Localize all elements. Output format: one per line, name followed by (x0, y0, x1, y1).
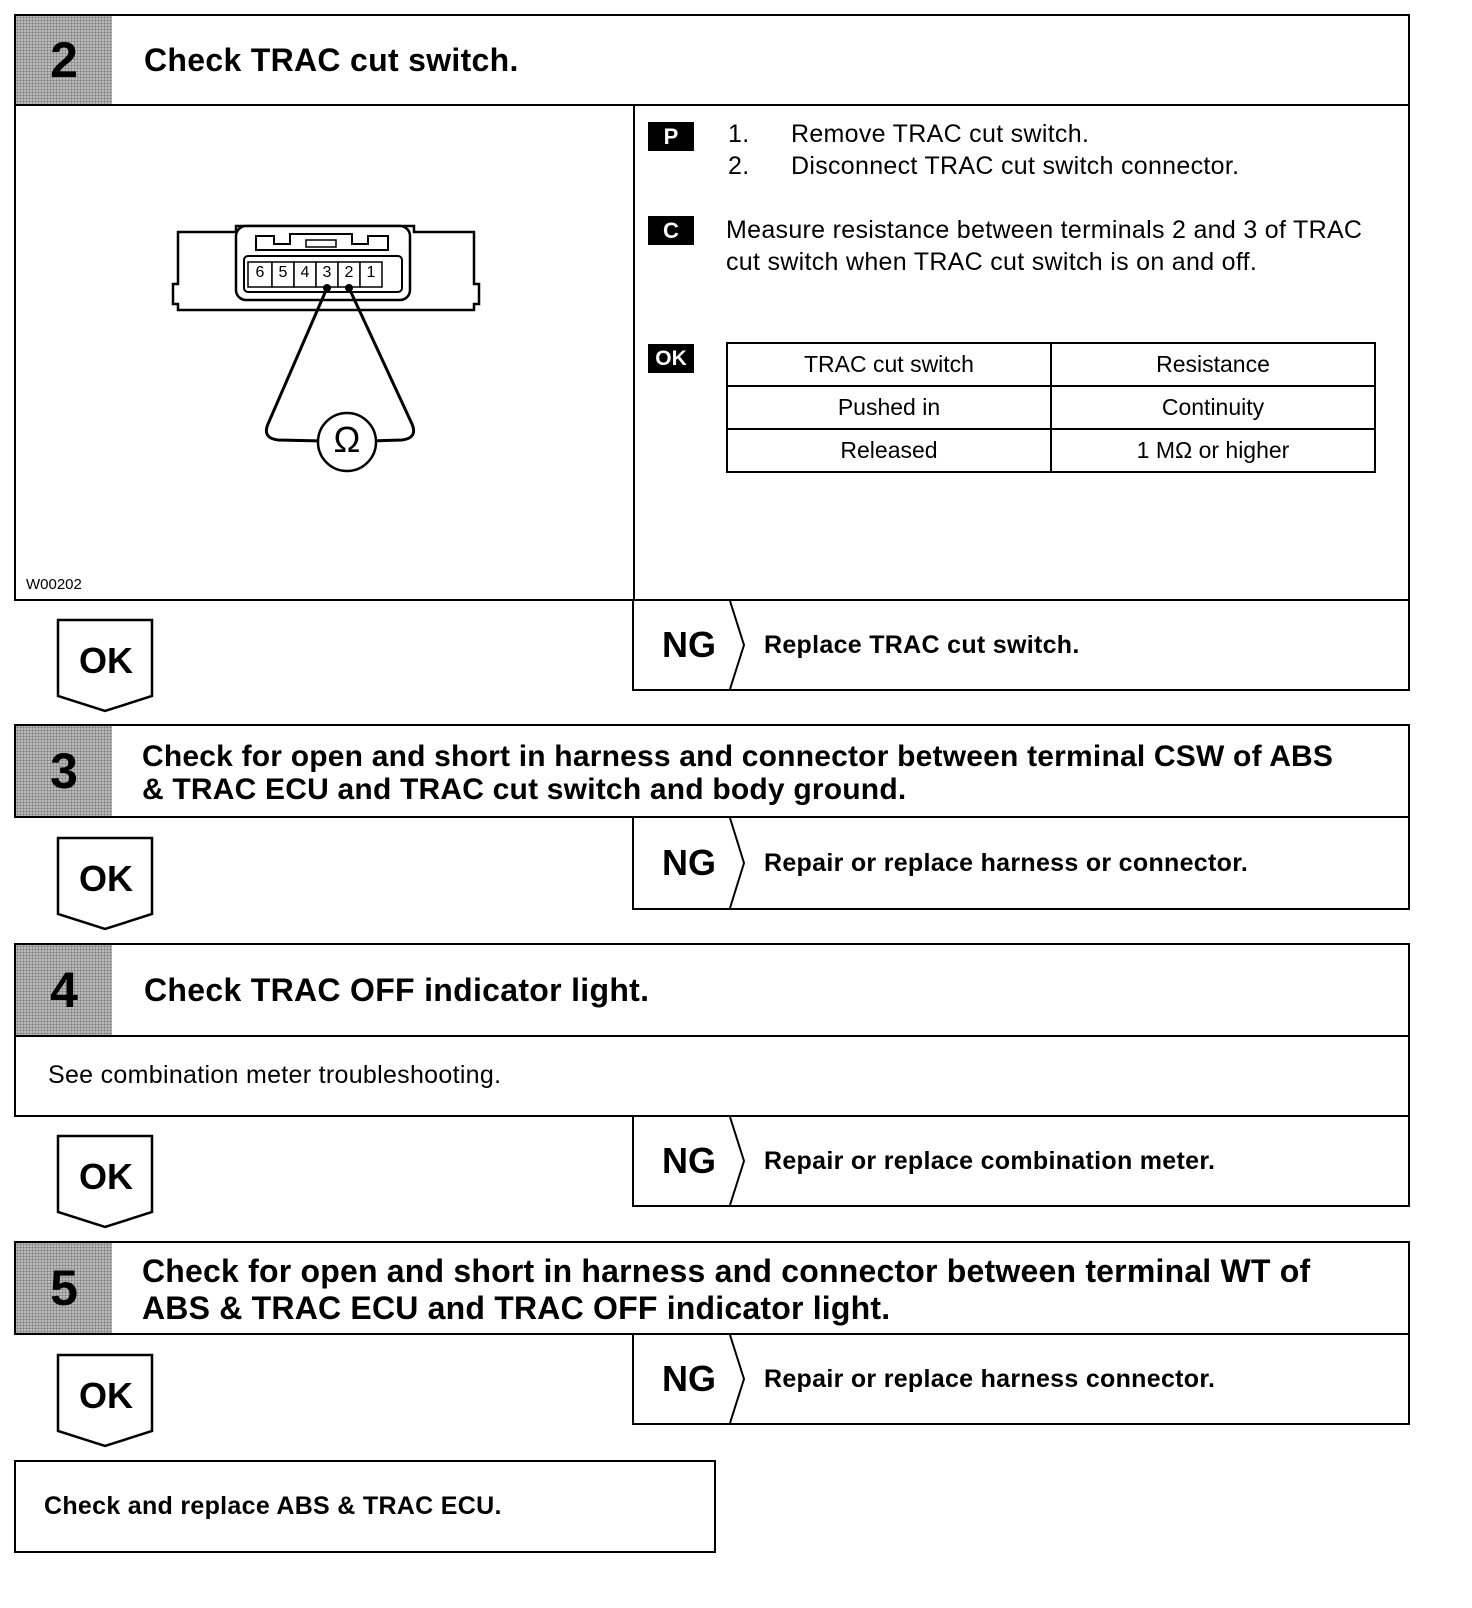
step2-divider (633, 106, 635, 599)
table-header-row (727, 343, 1375, 386)
pin-label: 2 (344, 264, 354, 281)
pin-label: 3 (322, 264, 332, 281)
step3-ng-chevron (728, 818, 748, 908)
step4-header (14, 943, 1410, 1037)
prep-step-num: 1. (728, 120, 750, 148)
step4-body-text: See combination meter troubleshooting. (48, 1061, 502, 1089)
step4-ng-action: Repair or replace combination meter. (764, 1146, 1216, 1175)
step4-ng-chevron (728, 1117, 748, 1205)
step3-ng-action: Repair or replace harness or connector. (764, 848, 1249, 877)
step2-body (14, 104, 1410, 601)
table-row (727, 386, 1375, 429)
step4-number: 4 (16, 945, 112, 1035)
step3-number: 3 (16, 726, 112, 816)
step5-title-line2: ABS & TRAC ECU and TRAC OFF indicator light. (142, 1290, 891, 1326)
pin-labels (248, 262, 408, 287)
prep-badge: P (648, 122, 694, 151)
table-cell: Released (727, 429, 1051, 472)
table-row (727, 429, 1375, 472)
final-action-text: Check and replace ABS & TRAC ECU. (44, 1492, 502, 1520)
step4-ng-box (632, 1115, 1410, 1207)
step5-title-line1: Check for open and short in harness and connector between terminal WT of (142, 1253, 1311, 1289)
step3-title-line1: Check for open and short in harness and connector between terminal CSW of ABS (142, 740, 1334, 773)
step2-ok-label: OK (79, 640, 133, 681)
step2-ng-label: NG (662, 624, 716, 665)
step5-ng-action: Repair or replace harness connector. (764, 1364, 1216, 1393)
step2-ng-action: Replace TRAC cut switch. (764, 630, 1080, 659)
step4-ok-label: OK (79, 1156, 133, 1197)
step3-header (14, 724, 1410, 818)
step4-body (14, 1035, 1410, 1117)
figure-code: W00202 (26, 576, 82, 593)
step5-ng-label: NG (662, 1358, 716, 1399)
step2-number: 2 (16, 16, 112, 104)
step2-ng-box (632, 599, 1410, 691)
pin-label: 4 (300, 264, 310, 281)
final-action-box (14, 1460, 716, 1553)
step5-ok-label: OK (79, 1375, 133, 1416)
step2-title: Check TRAC cut switch. (144, 42, 519, 78)
prep-step-text: Remove TRAC cut switch. (791, 120, 1090, 148)
table-cell: 1 MΩ or higher (1051, 429, 1375, 472)
step4-title: Check TRAC OFF indicator light. (144, 972, 650, 1008)
step4-ok-arrow (56, 1134, 156, 1230)
pin-label: 6 (255, 264, 265, 281)
check-text: Measure resistance between terminals 2 and 3 of TRAC cut switch when TRAC cut switch is on and off. (726, 216, 1363, 276)
table-header: TRAC cut switch (727, 343, 1051, 386)
ohm-symbol: Ω (333, 419, 361, 460)
table-header: Resistance (1051, 343, 1375, 386)
step5-header (14, 1241, 1410, 1335)
step3-ok-label: OK (79, 858, 133, 899)
step5-ok-arrow (56, 1353, 156, 1449)
pin-label: 5 (278, 264, 288, 281)
step3-ng-label: NG (662, 842, 716, 883)
prep-step-num: 2. (728, 152, 750, 180)
step3-title-line2: & TRAC ECU and TRAC cut switch and body ground. (142, 773, 907, 806)
ok-badge: OK (648, 344, 694, 373)
step3-ok-arrow (56, 836, 156, 932)
table-cell: Continuity (1051, 386, 1375, 429)
step5-ng-chevron (728, 1335, 748, 1423)
step5-ng-box (632, 1333, 1410, 1425)
resistance-table (726, 342, 1376, 473)
step2-ng-chevron (728, 601, 748, 689)
step2-ok-arrow (56, 618, 156, 714)
pin-label: 1 (366, 264, 376, 281)
prep-step-text: Disconnect TRAC cut switch connector. (791, 152, 1240, 180)
table-cell: Pushed in (727, 386, 1051, 429)
step2-header (14, 14, 1410, 106)
step5-number: 5 (16, 1243, 112, 1333)
step4-ng-label: NG (662, 1140, 716, 1181)
step3-ng-box (632, 816, 1410, 910)
check-badge: C (648, 216, 694, 245)
